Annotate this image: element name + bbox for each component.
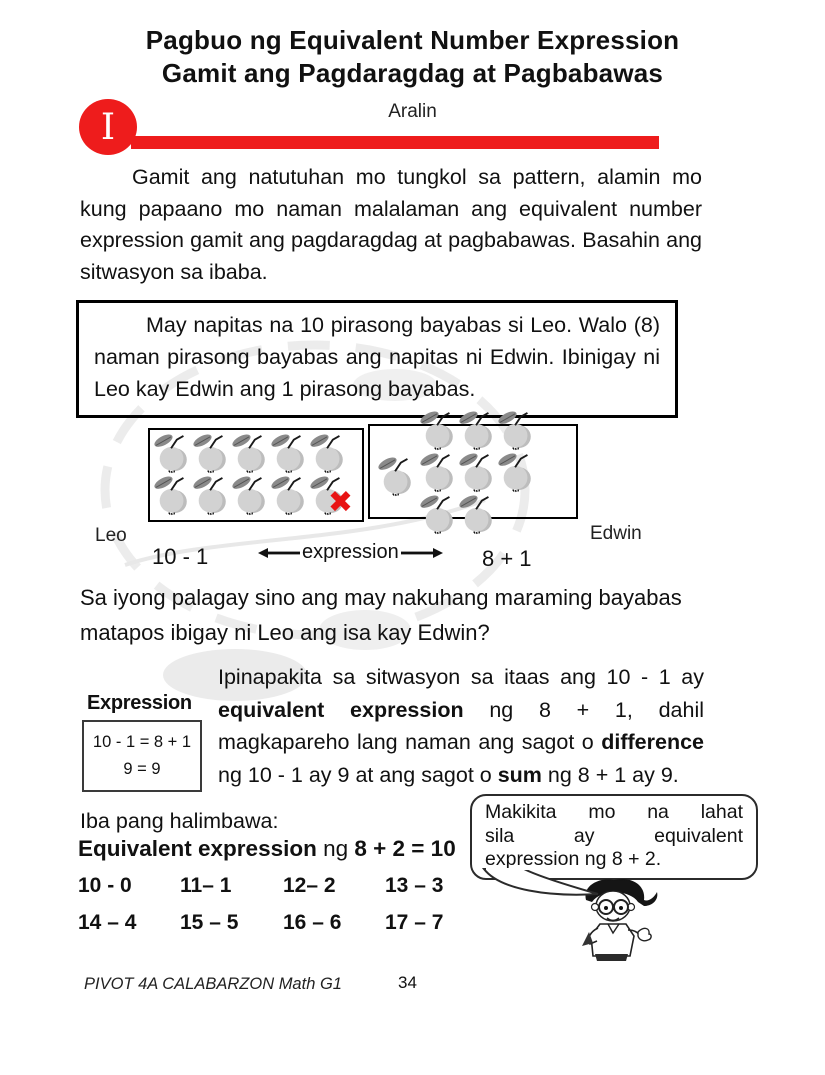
section-divider-bar: [131, 136, 659, 149]
example-expression: 13 – 3: [385, 874, 444, 897]
intro-paragraph: Gamit ang natutuhan mo tungkol sa pattern, alamin mo kung papaano mo naman malalaman ang equivalent number expression gamit ang pagdaragdag at pagbabawas. Basahin ang sitwasyon sa ibaba.: [80, 165, 702, 284]
guava-icon: [271, 432, 310, 474]
guava-icon: [154, 432, 193, 474]
example-expression: 17 – 7: [385, 911, 444, 934]
guava-icon: [459, 409, 498, 451]
guava-icon: [310, 432, 349, 474]
example-expression: 10 - 0: [78, 874, 132, 897]
example-expression: 12– 2: [283, 874, 336, 897]
leo-expression: 10 - 1: [152, 544, 209, 569]
guava-icon: [154, 474, 193, 516]
expression-arrow-label: expression: [302, 541, 399, 563]
expression-equation: 10 - 1 = 8 + 1: [92, 733, 192, 751]
example-expression: 11– 1: [180, 874, 232, 897]
example-expression: 15 – 5: [180, 911, 239, 934]
speech-bubble-tail: [478, 868, 610, 900]
guava-icon: [459, 493, 498, 535]
page-title-line1: Pagbuo ng Equivalent Number Expression: [145, 25, 680, 55]
examples-grid: [78, 874, 510, 935]
expression-panel-box: [82, 720, 202, 792]
guava-icon: [232, 432, 271, 474]
situation-box: May napitas na 10 pirasong bayabas si Leo. Walo (8) naman pirasong bayabas ang napitas ni Edwin. Ibinigay ni Leo kay Edwin ang 1 pirasong bayabas.: [76, 300, 678, 418]
red-x-icon: ✖: [327, 485, 353, 520]
guava-icon: [271, 474, 310, 516]
guava-icon: [193, 432, 232, 474]
examples-intro: Iba pang halimbawa:: [80, 809, 279, 833]
leo-guava-box: [148, 428, 364, 522]
guava-icon: [420, 409, 459, 451]
guava-icon: [459, 451, 498, 493]
guava-icon: [193, 474, 232, 516]
guava-icon: [498, 451, 537, 493]
leo-label: Leo: [95, 525, 127, 546]
lesson-label: Aralin: [388, 101, 437, 122]
edwin-label: Edwin: [590, 523, 642, 544]
expression-panel-heading: Expression: [87, 692, 192, 714]
question-paragraph: Sa iyong palagay sino ang may nakuhang maraming bayabas matapos ibigay ni Leo ang isa kay Edwin?: [80, 585, 682, 645]
page-title-line2: Gamit ang Pagdaragdag at Pagbabawas: [161, 58, 664, 88]
edwin-guava-box: [368, 424, 578, 519]
expression-result: 9 = 9: [123, 760, 161, 778]
guava-icon: [232, 474, 271, 516]
section-marker-badge: [79, 99, 137, 155]
footer-page-number: 34: [398, 973, 417, 992]
guava-icon: [498, 409, 537, 451]
guava-icon: [310, 474, 353, 520]
footer-source: PIVOT 4A CALABARZON Math G1: [84, 975, 342, 993]
guava-icon: [420, 493, 459, 535]
expression-arrow-row: [258, 541, 443, 564]
explanation-paragraph: Ipinapakita sa sitwasyon sa itaas ang 10 - 1 ay equivalent expression ng 8 + 1, dahil magkapareho lang naman ang sagot o difference ng 10 - 1 ay 9 at ang sagot o sum ng 8 + 1 ay 9.: [218, 665, 704, 787]
speech-bubble-line: expression ng 8 + 2.: [485, 848, 662, 870]
guava-icon: [378, 455, 416, 497]
edwin-expression: 8 + 1: [482, 546, 532, 571]
speech-bubble-line: sila ay equivalent: [485, 824, 743, 847]
page-title: [0, 24, 825, 90]
leo-guava-group: [150, 430, 360, 518]
edwin-guava-group: [420, 409, 574, 535]
section-marker-letter: I: [100, 106, 116, 148]
speech-bubble: [470, 794, 758, 880]
examples-heading: Equivalent expression ng 8 + 2 = 10: [78, 836, 456, 861]
guava-icon: [420, 451, 459, 493]
example-expression: 16 – 6: [283, 911, 342, 934]
right-arrow-icon: [401, 547, 443, 559]
speech-bubble-line: Makikita mo na lahat: [485, 801, 743, 823]
left-arrow-icon: [258, 547, 300, 559]
edwin-single-guava: [378, 455, 416, 497]
example-expression: 14 – 4: [78, 911, 137, 934]
